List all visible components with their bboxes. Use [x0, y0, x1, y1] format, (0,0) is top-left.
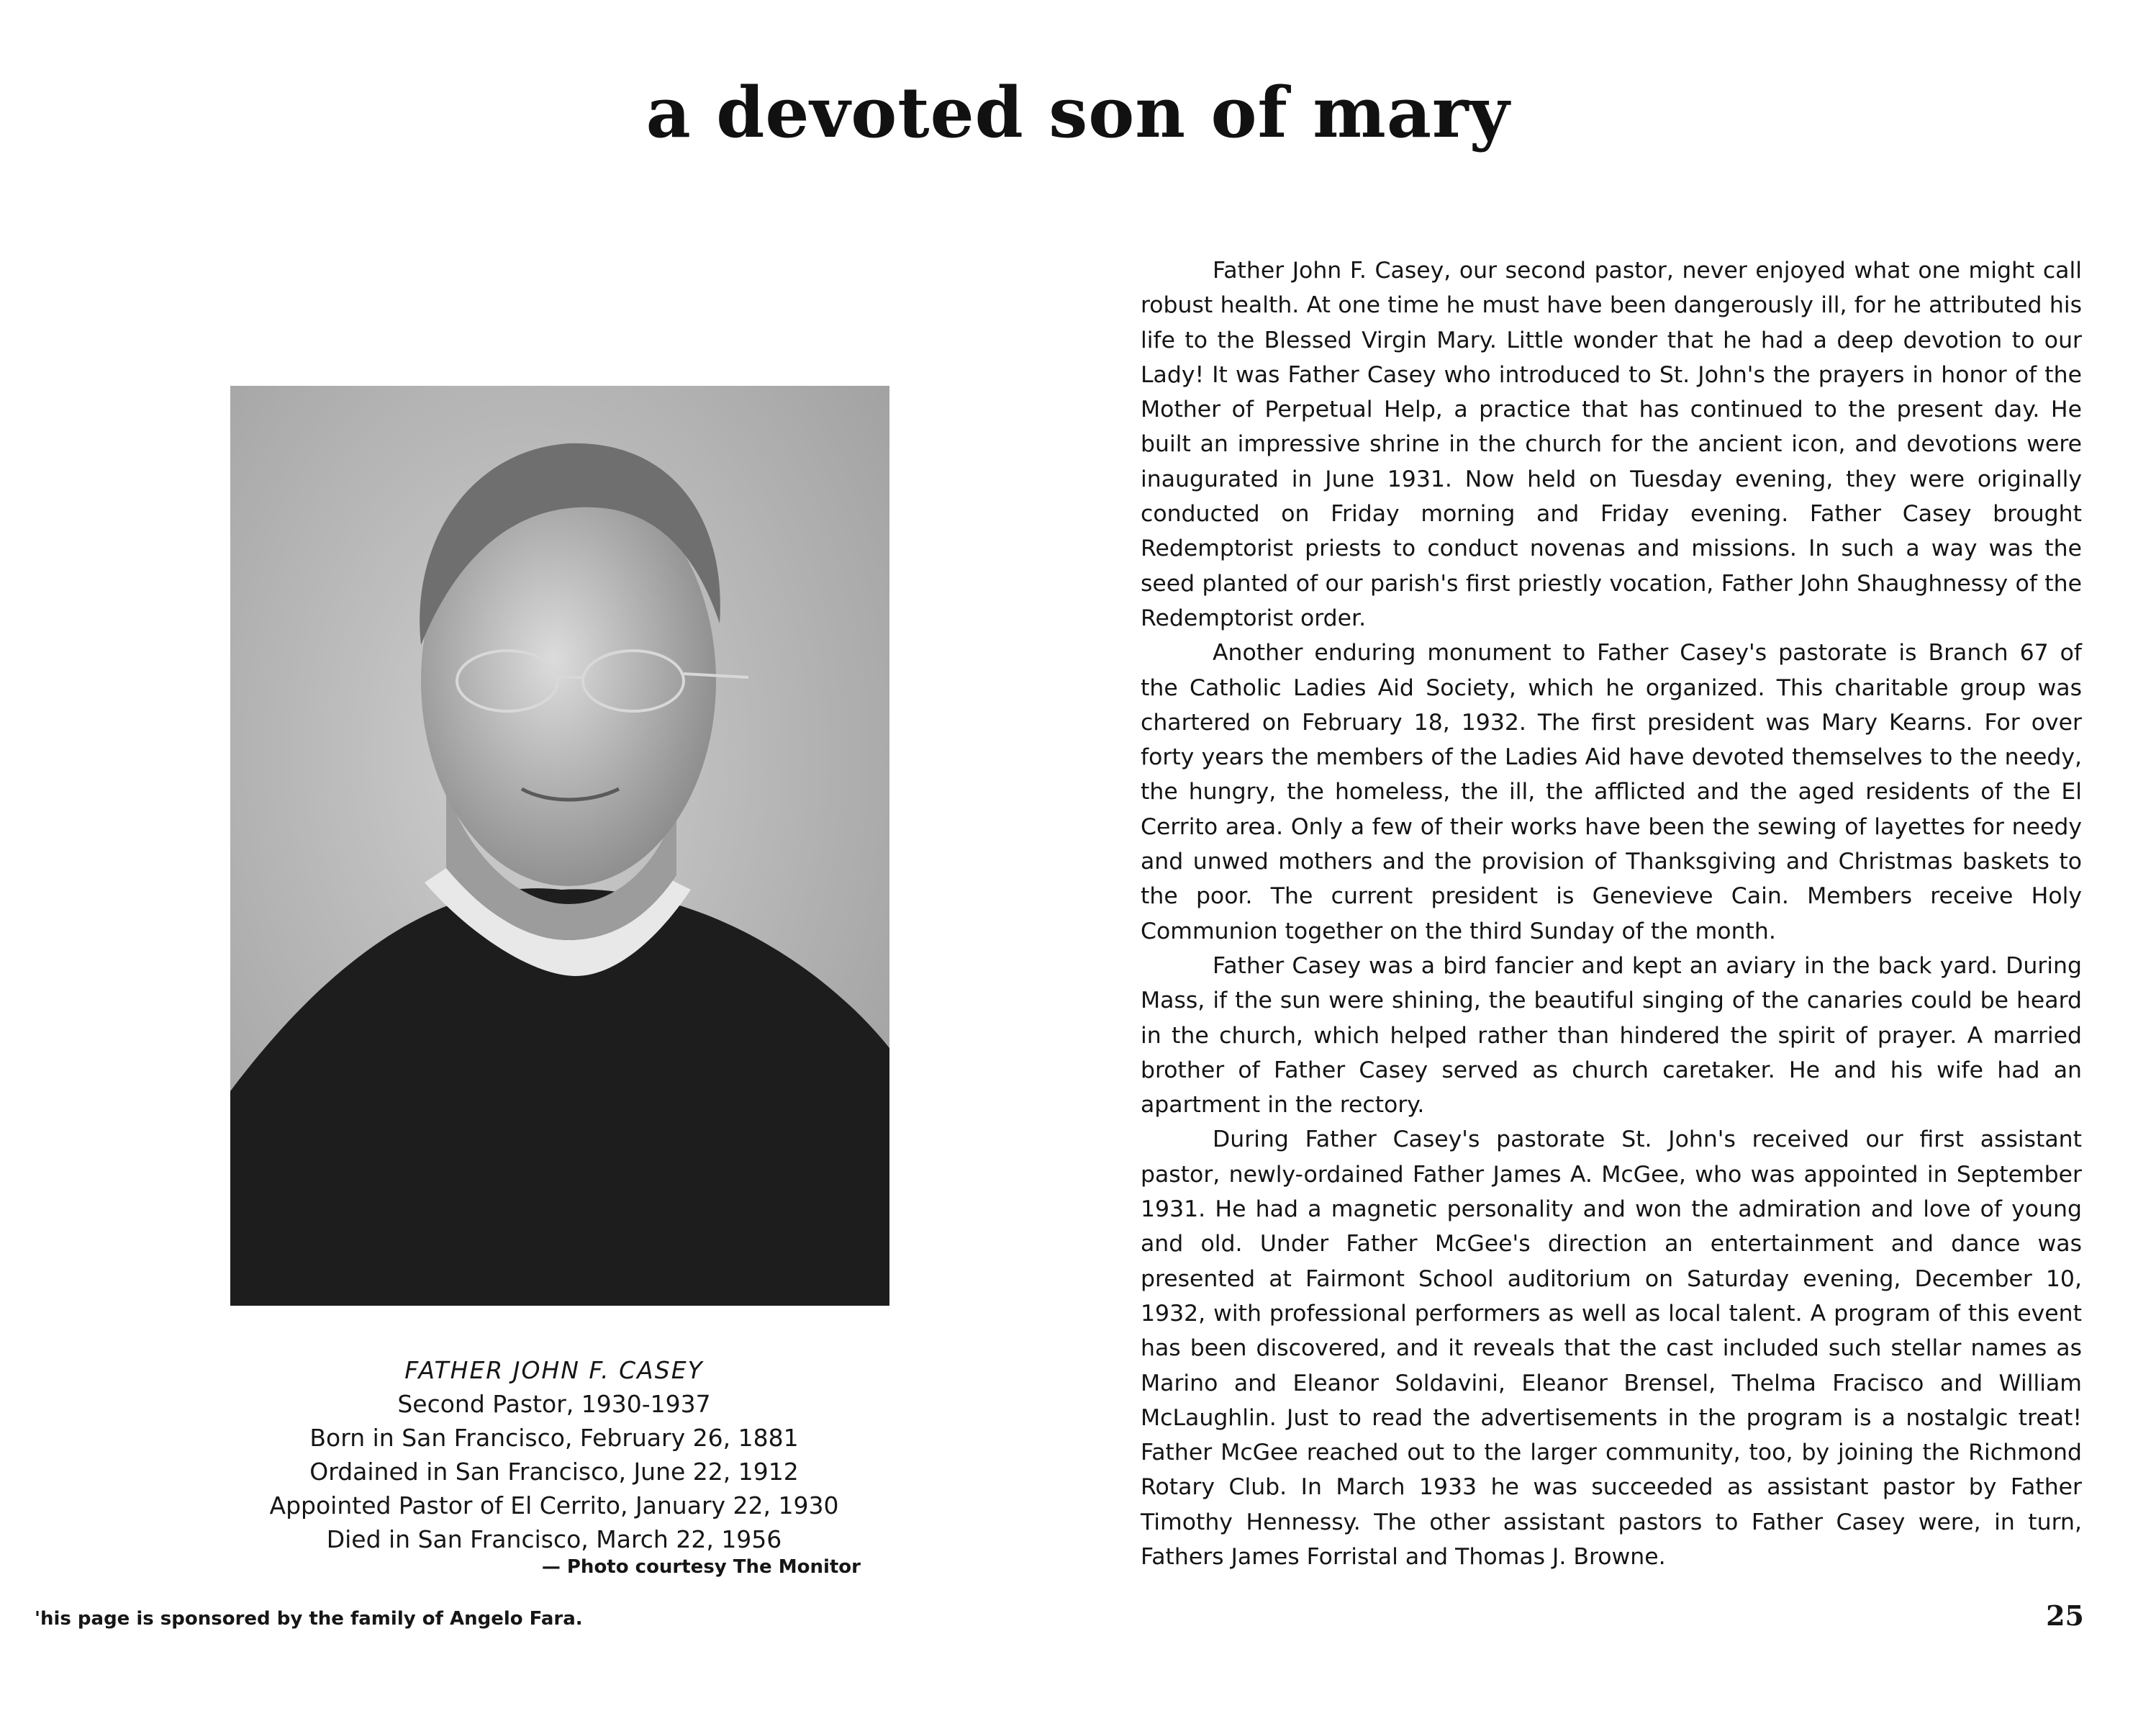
portrait-photo [230, 386, 889, 1306]
article-body [1141, 253, 2082, 1574]
paragraph: Father Casey was a bird fancier and kept an aviary in the back yard. During Mass, if the sun were shining, the beautiful singing of the canaries could be heard in the church, which helped rather than hindered the spirit of prayer. A married brother of Father Casey served as church caretaker. He and his wife had an apartment in the rectory. [1141, 952, 2082, 1119]
caption-line: Died in San Francisco, March 22, 1956 [326, 1525, 782, 1553]
caption-line: Second Pastor, 1930-1937 [397, 1390, 711, 1418]
paragraph: During Father Casey's pastorate St. John's received our first assistant pastor, newly-ordained Father James A. McGee, who was appointed in September 1931. He had a magnetic personality and won the admiration and love of young and old. Under Father McGee's direction an entertainment and dance was presented at Fairmont School auditorium on Saturday evening, December 10, 1932, with professional performers as well as local talent. A program of this event has been discovered, and it reveals that the cast included such stellar names as Marino and Eleanor Soldavini, Eleanor Brensel, Thelma Fracisco and William McLaughlin. Just to read the advertisements in the program is a nostalgic treat! Father McGee reached out to the larger community, too, by joining the Richmond Rotary Club. In March 1933 he was succeeded as assistant pastor by Father Timothy Hennessy. The other assistant pastors to Father Casey were, in turn, Fathers James Forristal and Thomas J. Browne. [1141, 1126, 2082, 1570]
paragraph: Father John F. Casey, our second pastor, never enjoyed what one might call robust health. At one time he must have been dangerously ill, for he attributed his life to the Blessed Virgin Mary. Little wonder that he had a deep devotion to our Lady! It was Father Casey who introduced to St. John's the prayers in honor of the Mother of Perpetual Help, a practice that has continued to the present day. He built an impressive shrine in the church for the ancient icon, and devotions were inaugurated in June 1931. Now held on Tuesday evening, they were originally conducted on Friday morning and Friday evening. Father Casey brought Redemptorist priests to conduct novenas and missions. In such a way was the seed planted of our parish's first priestly vocation, Father John Shaughnessy of the Redemptorist order. [1141, 258, 2082, 631]
photo-credit: — Photo courtesy The Monitor [541, 1556, 861, 1578]
caption-line: Ordained in San Francisco, June 22, 1912 [309, 1458, 799, 1486]
photo-caption [216, 1353, 892, 1556]
priest-portrait-image [230, 386, 889, 1306]
caption-name: FATHER JOHN F. CASEY [404, 1356, 704, 1384]
caption-line: Born in San Francisco, February 26, 1881 [309, 1424, 799, 1452]
caption-line: Appointed Pastor of El Cerrito, January 22, 1930 [269, 1491, 839, 1519]
page-title: a devoted son of mary [646, 72, 1510, 153]
page-number: 25 [2046, 1599, 2084, 1632]
sponsor-note: 'his page is sponsored by the family of Angelo Fara. [35, 1608, 583, 1630]
paragraph: Another enduring monument to Father Casey's pastorate is Branch 67 of the Catholic Ladies Aid Society, which he organized. This charitable group was chartered on February 18, 1932. The first president was Mary Kearns. For over forty years the members of the Ladies Aid have devoted themselves to the needy, the hungry, the homeless, the ill, the afflicted and the aged residents of the El Cerrito area. Only a few of their works have been the sewing of layettes for needy and unwed mothers and the provision of Thanksgiving and Christmas baskets to the poor. The current president is Genevieve Cain. Members receive Holy Communion together on the third Sunday of the month. [1141, 640, 2082, 944]
